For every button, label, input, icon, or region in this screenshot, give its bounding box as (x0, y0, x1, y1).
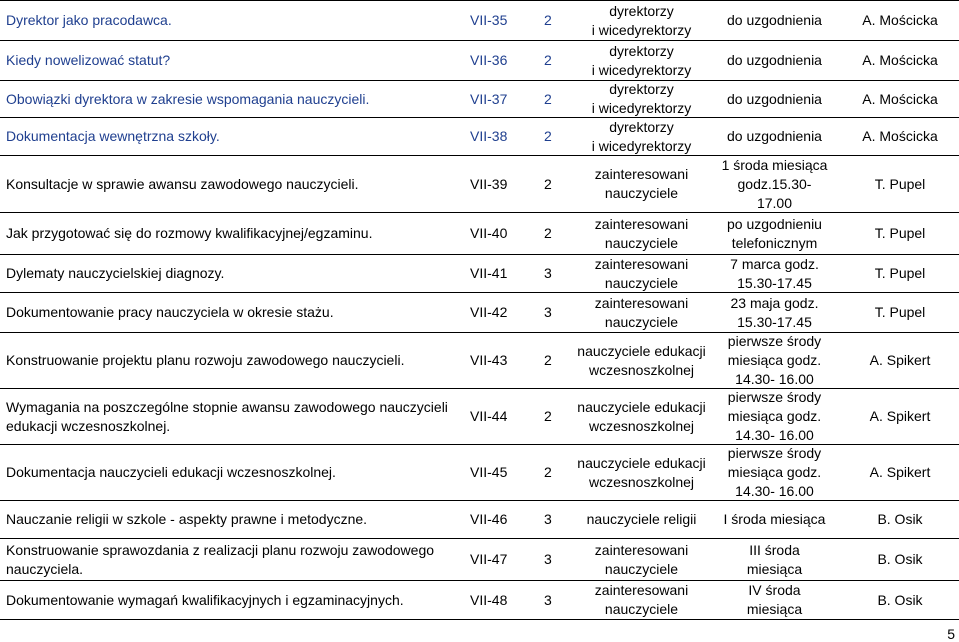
training-hours: 2 (544, 90, 552, 107)
training-hours: 2 (544, 52, 552, 68)
training-title: Konsultacje w sprawie awansu zawodowego nauczycieli. (6, 175, 359, 192)
training-leader: A. Spikert (869, 408, 931, 424)
table-row (0, 117, 959, 155)
training-title: Dokumentacja wewnętrzna szkoły. (6, 128, 220, 144)
training-hours: 2 (544, 464, 552, 480)
training-date: 7 marca godz. 15.30-17.45 (730, 255, 819, 291)
training-leader: A. Mościcka (862, 52, 938, 68)
training-title: Konstruowanie sprawozdania z realizacji planu rozwoju zawodowego nauczyciela. (6, 541, 435, 577)
training-date: po uzgodnieniu telefonicznym (727, 215, 822, 251)
training-code: VII-40 (470, 225, 508, 241)
training-leader: A. Spikert (869, 352, 931, 368)
training-title: Dokumentowanie pracy nauczyciela w okresie stażu. (6, 304, 334, 320)
training-code: VII-46 (470, 511, 508, 527)
training-title: Dyrektor jako pracodawca. (6, 12, 172, 28)
training-title: Dylematy nauczycielskiej diagnozy. (6, 265, 225, 281)
training-hours: 3 (544, 265, 552, 281)
target-audience: nauczyciele edukacji wczesnoszkolnej (577, 454, 706, 490)
training-date: pierwsze środy miesiąca godz. 14.30- 16.00 (727, 333, 822, 387)
training-date: do uzgodnienia (727, 12, 822, 28)
training-hours: 3 (544, 591, 552, 608)
training-title: Dokumentowanie wymagań kwalifikacyjnych i egzaminacyjnych. (6, 591, 404, 608)
target-audience: dyrektorzy i wicedyrektorzy (591, 118, 692, 154)
training-title: Nauczanie religii w szkole - aspekty prawne i metodyczne. (6, 511, 368, 527)
training-hours: 3 (544, 511, 552, 527)
training-leader: T. Pupel (874, 225, 926, 241)
training-date: I środa miesiąca (723, 511, 826, 527)
training-date: do uzgodnienia (727, 52, 822, 68)
training-code: VII-48 (470, 591, 508, 608)
target-audience: zainteresowani nauczyciele (594, 215, 689, 251)
training-hours: 3 (544, 551, 552, 567)
page-number: 5 (947, 626, 955, 642)
training-hours: 2 (544, 225, 552, 241)
training-leader: T. Pupel (874, 304, 926, 320)
training-code: VII-41 (470, 265, 508, 281)
table-row (0, 212, 959, 254)
training-leader: T. Pupel (874, 175, 926, 192)
training-title: Wymagania na poszczególne stopnie awansu zawodowego nauczycieli edukacji wczesnoszkolnej. (6, 398, 448, 434)
training-date: 1 środa miesiąca godz.15.30- 17.00 (721, 156, 828, 211)
training-code: VII-38 (470, 128, 508, 144)
target-audience: dyrektorzy i wicedyrektorzy (591, 81, 692, 116)
training-date: do uzgodnienia (727, 90, 822, 107)
table-row (0, 155, 959, 212)
target-audience: dyrektorzy i wicedyrektorzy (591, 2, 692, 38)
table-row (0, 388, 959, 444)
training-date: 23 maja godz. 15.30-17.45 (730, 294, 819, 330)
table-row (0, 292, 959, 332)
training-date: pierwsze środy miesiąca godz. 14.30- 16.00 (727, 445, 822, 499)
target-audience: zainteresowani nauczyciele (594, 541, 689, 577)
table-row (0, 0, 959, 40)
training-code: VII-35 (470, 12, 508, 28)
target-audience: nauczyciele edukacji wczesnoszkolnej (577, 342, 706, 378)
training-code: VII-36 (470, 52, 508, 68)
table-row (0, 332, 959, 388)
table-row (0, 254, 959, 292)
training-code: VII-44 (470, 408, 508, 424)
training-leader: A. Spikert (869, 464, 931, 480)
table-row (0, 80, 959, 117)
target-audience: dyrektorzy i wicedyrektorzy (591, 42, 692, 78)
training-leader: A. Mościcka (862, 128, 938, 144)
table-row (0, 500, 959, 538)
training-date: III środa miesiąca (746, 541, 803, 577)
training-leader: B. Osik (877, 591, 923, 608)
training-title: Konstruowanie projektu planu rozwoju zawodowego nauczycieli. (6, 352, 405, 368)
training-hours: 3 (544, 304, 552, 320)
training-leader: A. Mościcka (862, 90, 938, 107)
target-audience: nauczyciele edukacji wczesnoszkolnej (577, 398, 706, 434)
target-audience: zainteresowani nauczyciele (594, 294, 689, 330)
training-hours: 2 (544, 128, 552, 144)
training-leader: A. Mościcka (862, 12, 938, 28)
training-date: IV środa miesiąca (746, 582, 803, 617)
training-code: VII-39 (470, 175, 508, 192)
training-code: VII-45 (470, 464, 508, 480)
training-title: Obowiązki dyrektora w zakresie wspomagania nauczycieli. (6, 90, 370, 107)
table-row (0, 538, 959, 580)
training-title: Jak przygotować się do rozmowy kwalifikacyjnej/egzaminu. (6, 225, 373, 241)
table-row (0, 444, 959, 500)
target-audience: zainteresowani nauczyciele (594, 255, 689, 291)
target-audience: zainteresowani nauczyciele (594, 166, 689, 201)
table-row (0, 580, 959, 620)
training-date: pierwsze środy miesiąca godz. 14.30- 16.00 (727, 389, 822, 443)
training-code: VII-42 (470, 304, 508, 320)
training-title: Kiedy nowelizować statut? (6, 52, 171, 68)
training-leader: T. Pupel (874, 265, 926, 281)
training-hours: 2 (544, 12, 552, 28)
training-title: Dokumentacja nauczycieli edukacji wczesnoszkolnej. (6, 464, 336, 480)
training-code: VII-37 (470, 90, 508, 107)
training-hours: 2 (544, 352, 552, 368)
training-leader: B. Osik (877, 511, 923, 527)
training-code: VII-47 (470, 551, 508, 567)
table-row (0, 40, 959, 80)
target-audience: zainteresowani nauczyciele (594, 582, 689, 617)
training-hours: 2 (544, 175, 552, 192)
target-audience: nauczyciele religii (586, 511, 697, 527)
training-date: do uzgodnienia (727, 128, 822, 144)
training-code: VII-43 (470, 352, 508, 368)
training-hours: 2 (544, 408, 552, 424)
training-leader: B. Osik (877, 551, 923, 567)
